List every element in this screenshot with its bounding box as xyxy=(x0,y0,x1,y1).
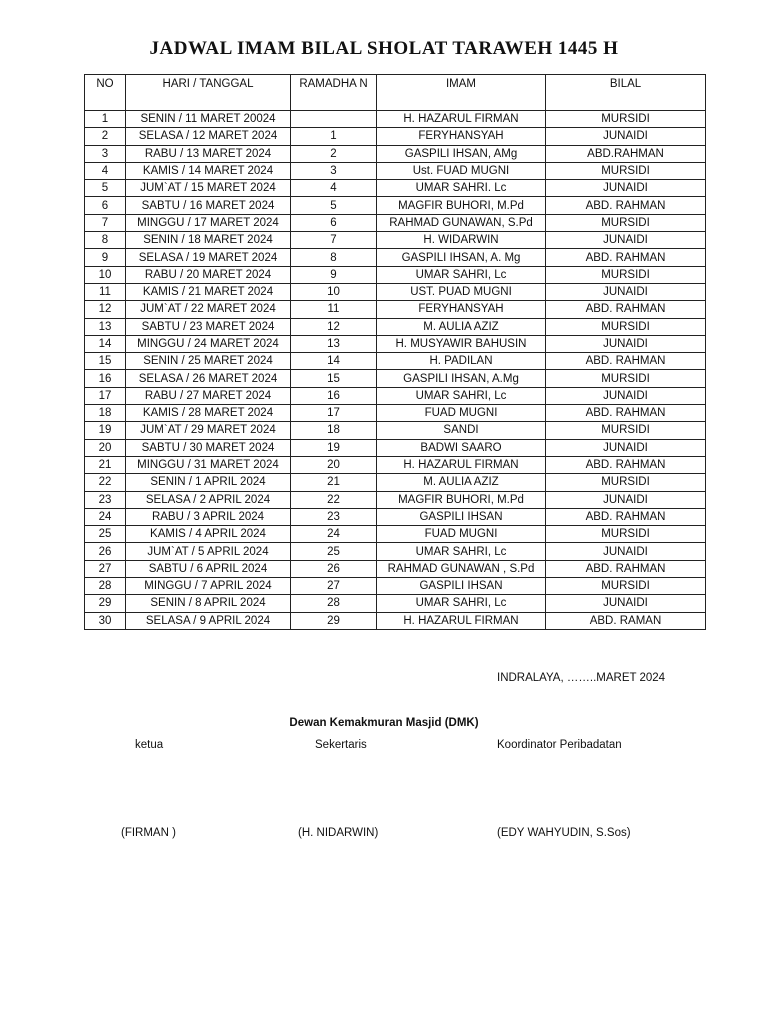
cell-no: 25 xyxy=(85,526,126,543)
cell-day-date: SABTU / 30 MARET 2024 xyxy=(126,439,291,456)
table-row xyxy=(85,249,706,266)
role-sekertaris: Sekertaris xyxy=(315,739,367,751)
cell-no: 3 xyxy=(85,145,126,162)
cell-day-date: SELASA / 9 APRIL 2024 xyxy=(126,612,291,629)
cell-ramadhan: 8 xyxy=(291,249,377,266)
cell-imam: M. AULIA AZIZ xyxy=(377,474,546,491)
table-row xyxy=(85,543,706,560)
cell-imam: M. AULIA AZIZ xyxy=(377,318,546,335)
table-row xyxy=(85,508,706,525)
header-ramadhan: RAMADHA N xyxy=(291,75,377,111)
cell-bilal: ABD. RAHMAN xyxy=(546,197,706,214)
table-row xyxy=(85,128,706,145)
cell-bilal: JUNAIDI xyxy=(546,543,706,560)
table-row xyxy=(85,197,706,214)
cell-bilal: MURSIDI xyxy=(546,318,706,335)
cell-ramadhan xyxy=(291,111,377,128)
cell-ramadhan: 29 xyxy=(291,612,377,629)
cell-ramadhan: 21 xyxy=(291,474,377,491)
cell-no: 14 xyxy=(85,335,126,352)
cell-no: 13 xyxy=(85,318,126,335)
cell-day-date: JUM`AT / 29 MARET 2024 xyxy=(126,422,291,439)
cell-day-date: SENIN / 11 MARET 20024 xyxy=(126,111,291,128)
cell-day-date: KAMIS / 4 APRIL 2024 xyxy=(126,526,291,543)
cell-imam: FERYHANSYAH xyxy=(377,301,546,318)
cell-imam: SANDI xyxy=(377,422,546,439)
cell-imam: UMAR SAHRI, Lc xyxy=(377,595,546,612)
cell-no: 6 xyxy=(85,197,126,214)
cell-no: 29 xyxy=(85,595,126,612)
cell-no: 1 xyxy=(85,111,126,128)
cell-no: 18 xyxy=(85,405,126,422)
cell-imam: H. HAZARUL FIRMAN xyxy=(377,612,546,629)
cell-no: 26 xyxy=(85,543,126,560)
cell-imam: H. PADILAN xyxy=(377,353,546,370)
table-row xyxy=(85,145,706,162)
cell-ramadhan: 19 xyxy=(291,439,377,456)
cell-no: 5 xyxy=(85,180,126,197)
cell-no: 8 xyxy=(85,232,126,249)
cell-ramadhan: 2 xyxy=(291,145,377,162)
cell-imam: MAGFIR BUHORI, M.Pd xyxy=(377,491,546,508)
cell-no: 7 xyxy=(85,214,126,231)
cell-no: 17 xyxy=(85,387,126,404)
cell-bilal: ABD. RAHMAN xyxy=(546,405,706,422)
cell-imam: MAGFIR BUHORI, M.Pd xyxy=(377,197,546,214)
cell-no: 30 xyxy=(85,612,126,629)
cell-bilal: MURSIDI xyxy=(546,162,706,179)
table-row xyxy=(85,180,706,197)
cell-day-date: RABU / 3 APRIL 2024 xyxy=(126,508,291,525)
table-row xyxy=(85,526,706,543)
cell-ramadhan: 14 xyxy=(291,353,377,370)
cell-no: 2 xyxy=(85,128,126,145)
table-row xyxy=(85,456,706,473)
role-ketua: ketua xyxy=(135,739,164,751)
header-imam: IMAM xyxy=(377,75,546,111)
cell-bilal: ABD. RAHMAN xyxy=(546,560,706,577)
cell-imam: UST. PUAD MUGNI xyxy=(377,283,546,300)
cell-no: 12 xyxy=(85,301,126,318)
table-row xyxy=(85,370,706,387)
cell-ramadhan: 9 xyxy=(291,266,377,283)
cell-no: 16 xyxy=(85,370,126,387)
table-row xyxy=(85,318,706,335)
table-row xyxy=(85,283,706,300)
cell-no: 4 xyxy=(85,162,126,179)
cell-day-date: JUM`AT / 15 MARET 2024 xyxy=(126,180,291,197)
cell-day-date: KAMIS / 28 MARET 2024 xyxy=(126,405,291,422)
cell-no: 27 xyxy=(85,560,126,577)
cell-bilal: JUNAIDI xyxy=(546,180,706,197)
table-row xyxy=(85,266,706,283)
cell-bilal: JUNAIDI xyxy=(546,439,706,456)
cell-ramadhan: 25 xyxy=(291,543,377,560)
cell-ramadhan: 22 xyxy=(291,491,377,508)
cell-day-date: SENIN / 18 MARET 2024 xyxy=(126,232,291,249)
cell-ramadhan: 5 xyxy=(291,197,377,214)
cell-ramadhan: 20 xyxy=(291,456,377,473)
cell-bilal: JUNAIDI xyxy=(546,232,706,249)
cell-bilal: MURSIDI xyxy=(546,111,706,128)
cell-ramadhan: 13 xyxy=(291,335,377,352)
cell-bilal: MURSIDI xyxy=(546,578,706,595)
cell-imam: RAHMAD GUNAWAN, S.Pd xyxy=(377,214,546,231)
table-row xyxy=(85,491,706,508)
cell-ramadhan: 17 xyxy=(291,405,377,422)
cell-imam: GASPILI IHSAN, A.Mg xyxy=(377,370,546,387)
cell-bilal: MURSIDI xyxy=(546,526,706,543)
signatory-koordinator: (EDY WAHYUDIN, S.Sos) xyxy=(497,827,631,839)
cell-no: 22 xyxy=(85,474,126,491)
cell-ramadhan: 10 xyxy=(291,283,377,300)
cell-day-date: SABTU / 6 APRIL 2024 xyxy=(126,560,291,577)
cell-ramadhan: 27 xyxy=(291,578,377,595)
cell-bilal: ABD. RAHMAN xyxy=(546,456,706,473)
cell-imam: BADWI SAARO xyxy=(377,439,546,456)
cell-day-date: MINGGU / 17 MARET 2024 xyxy=(126,214,291,231)
cell-imam: GASPILI IHSAN, A. Mg xyxy=(377,249,546,266)
organization-name: Dewan Kemakmuran Masjid (DMK) xyxy=(289,717,479,729)
cell-ramadhan: 28 xyxy=(291,595,377,612)
cell-imam: GASPILI IHSAN xyxy=(377,578,546,595)
header-day-date: HARI / TANGGAL xyxy=(126,75,291,111)
table-row xyxy=(85,162,706,179)
cell-day-date: SELASA / 2 APRIL 2024 xyxy=(126,491,291,508)
cell-day-date: RABU / 20 MARET 2024 xyxy=(126,266,291,283)
schedule-table xyxy=(84,74,706,630)
table-row xyxy=(85,301,706,318)
cell-no: 23 xyxy=(85,491,126,508)
cell-ramadhan: 1 xyxy=(291,128,377,145)
cell-imam: RAHMAD GUNAWAN , S.Pd xyxy=(377,560,546,577)
cell-day-date: SABTU / 16 MARET 2024 xyxy=(126,197,291,214)
cell-no: 28 xyxy=(85,578,126,595)
table-row xyxy=(85,595,706,612)
table-row xyxy=(85,335,706,352)
header-no: NO xyxy=(85,75,126,111)
cell-bilal: JUNAIDI xyxy=(546,491,706,508)
cell-imam: FUAD MUGNI xyxy=(377,405,546,422)
cell-ramadhan: 3 xyxy=(291,162,377,179)
place-date: INDRALAYA, ……..MARET 2024 xyxy=(497,672,666,684)
cell-ramadhan: 23 xyxy=(291,508,377,525)
cell-bilal: ABD. RAHMAN xyxy=(546,249,706,266)
cell-day-date: KAMIS / 14 MARET 2024 xyxy=(126,162,291,179)
cell-imam: UMAR SAHRI, Lc xyxy=(377,387,546,404)
cell-bilal: JUNAIDI xyxy=(546,335,706,352)
cell-bilal: MURSIDI xyxy=(546,422,706,439)
cell-no: 10 xyxy=(85,266,126,283)
cell-imam: UMAR SAHRI, Lc xyxy=(377,266,546,283)
cell-imam: Ust. FUAD MUGNI xyxy=(377,162,546,179)
cell-ramadhan: 16 xyxy=(291,387,377,404)
cell-imam: FUAD MUGNI xyxy=(377,526,546,543)
table-row xyxy=(85,422,706,439)
cell-ramadhan: 11 xyxy=(291,301,377,318)
cell-ramadhan: 26 xyxy=(291,560,377,577)
cell-bilal: ABD. RAHMAN xyxy=(546,508,706,525)
cell-day-date: SELASA / 12 MARET 2024 xyxy=(126,128,291,145)
cell-imam: GASPILI IHSAN xyxy=(377,508,546,525)
cell-no: 19 xyxy=(85,422,126,439)
document-title: JADWAL IMAM BILAL SHOLAT TARAWEH 1445 H xyxy=(149,38,619,59)
cell-no: 20 xyxy=(85,439,126,456)
table-row xyxy=(85,232,706,249)
table-row xyxy=(85,474,706,491)
cell-day-date: SENIN / 25 MARET 2024 xyxy=(126,353,291,370)
cell-bilal: ABD. RAMAN xyxy=(546,612,706,629)
cell-bilal: ABD. RAHMAN xyxy=(546,353,706,370)
cell-imam: H. HAZARUL FIRMAN xyxy=(377,456,546,473)
table-header-row xyxy=(85,75,706,111)
cell-bilal: JUNAIDI xyxy=(546,283,706,300)
cell-bilal: ABD. RAHMAN xyxy=(546,301,706,318)
cell-imam: FERYHANSYAH xyxy=(377,128,546,145)
cell-no: 24 xyxy=(85,508,126,525)
cell-day-date: SELASA / 26 MARET 2024 xyxy=(126,370,291,387)
cell-imam: H. HAZARUL FIRMAN xyxy=(377,111,546,128)
cell-day-date: MINGGU / 31 MARET 2024 xyxy=(126,456,291,473)
cell-bilal: JUNAIDI xyxy=(546,128,706,145)
table-row xyxy=(85,578,706,595)
cell-ramadhan: 15 xyxy=(291,370,377,387)
table-row xyxy=(85,612,706,629)
cell-bilal: ABD.RAHMAN xyxy=(546,145,706,162)
cell-ramadhan: 12 xyxy=(291,318,377,335)
cell-no: 21 xyxy=(85,456,126,473)
cell-imam: UMAR SAHRI. Lc xyxy=(377,180,546,197)
cell-ramadhan: 7 xyxy=(291,232,377,249)
cell-no: 15 xyxy=(85,353,126,370)
table-row xyxy=(85,560,706,577)
cell-day-date: JUM`AT / 22 MARET 2024 xyxy=(126,301,291,318)
cell-day-date: SENIN / 8 APRIL 2024 xyxy=(126,595,291,612)
cell-day-date: JUM`AT / 5 APRIL 2024 xyxy=(126,543,291,560)
cell-imam: H. WIDARWIN xyxy=(377,232,546,249)
cell-day-date: KAMIS / 21 MARET 2024 xyxy=(126,283,291,300)
cell-day-date: RABU / 13 MARET 2024 xyxy=(126,145,291,162)
cell-ramadhan: 4 xyxy=(291,180,377,197)
cell-imam: H. MUSYAWIR BAHUSIN xyxy=(377,335,546,352)
cell-ramadhan: 18 xyxy=(291,422,377,439)
cell-bilal: MURSIDI xyxy=(546,214,706,231)
table-row xyxy=(85,387,706,404)
cell-bilal: MURSIDI xyxy=(546,474,706,491)
cell-day-date: MINGGU / 24 MARET 2024 xyxy=(126,335,291,352)
cell-ramadhan: 6 xyxy=(291,214,377,231)
signatory-ketua: (FIRMAN ) xyxy=(121,827,176,839)
cell-day-date: MINGGU / 7 APRIL 2024 xyxy=(126,578,291,595)
cell-imam: GASPILI IHSAN, AMg xyxy=(377,145,546,162)
cell-day-date: SENIN / 1 APRIL 2024 xyxy=(126,474,291,491)
cell-ramadhan: 24 xyxy=(291,526,377,543)
cell-bilal: JUNAIDI xyxy=(546,387,706,404)
cell-day-date: SELASA / 19 MARET 2024 xyxy=(126,249,291,266)
cell-no: 11 xyxy=(85,283,126,300)
cell-bilal: MURSIDI xyxy=(546,370,706,387)
table-row xyxy=(85,111,706,128)
table-row xyxy=(85,214,706,231)
header-bilal: BILAL xyxy=(546,75,706,111)
cell-day-date: SABTU / 23 MARET 2024 xyxy=(126,318,291,335)
cell-bilal: MURSIDI xyxy=(546,266,706,283)
table-row xyxy=(85,405,706,422)
cell-bilal: JUNAIDI xyxy=(546,595,706,612)
table-row xyxy=(85,439,706,456)
cell-no: 9 xyxy=(85,249,126,266)
signatory-sekertaris: (H. NIDARWIN) xyxy=(298,827,379,839)
role-koordinator: Koordinator Peribadatan xyxy=(497,739,622,751)
table-row xyxy=(85,353,706,370)
cell-imam: UMAR SAHRI, Lc xyxy=(377,543,546,560)
cell-day-date: RABU / 27 MARET 2024 xyxy=(126,387,291,404)
